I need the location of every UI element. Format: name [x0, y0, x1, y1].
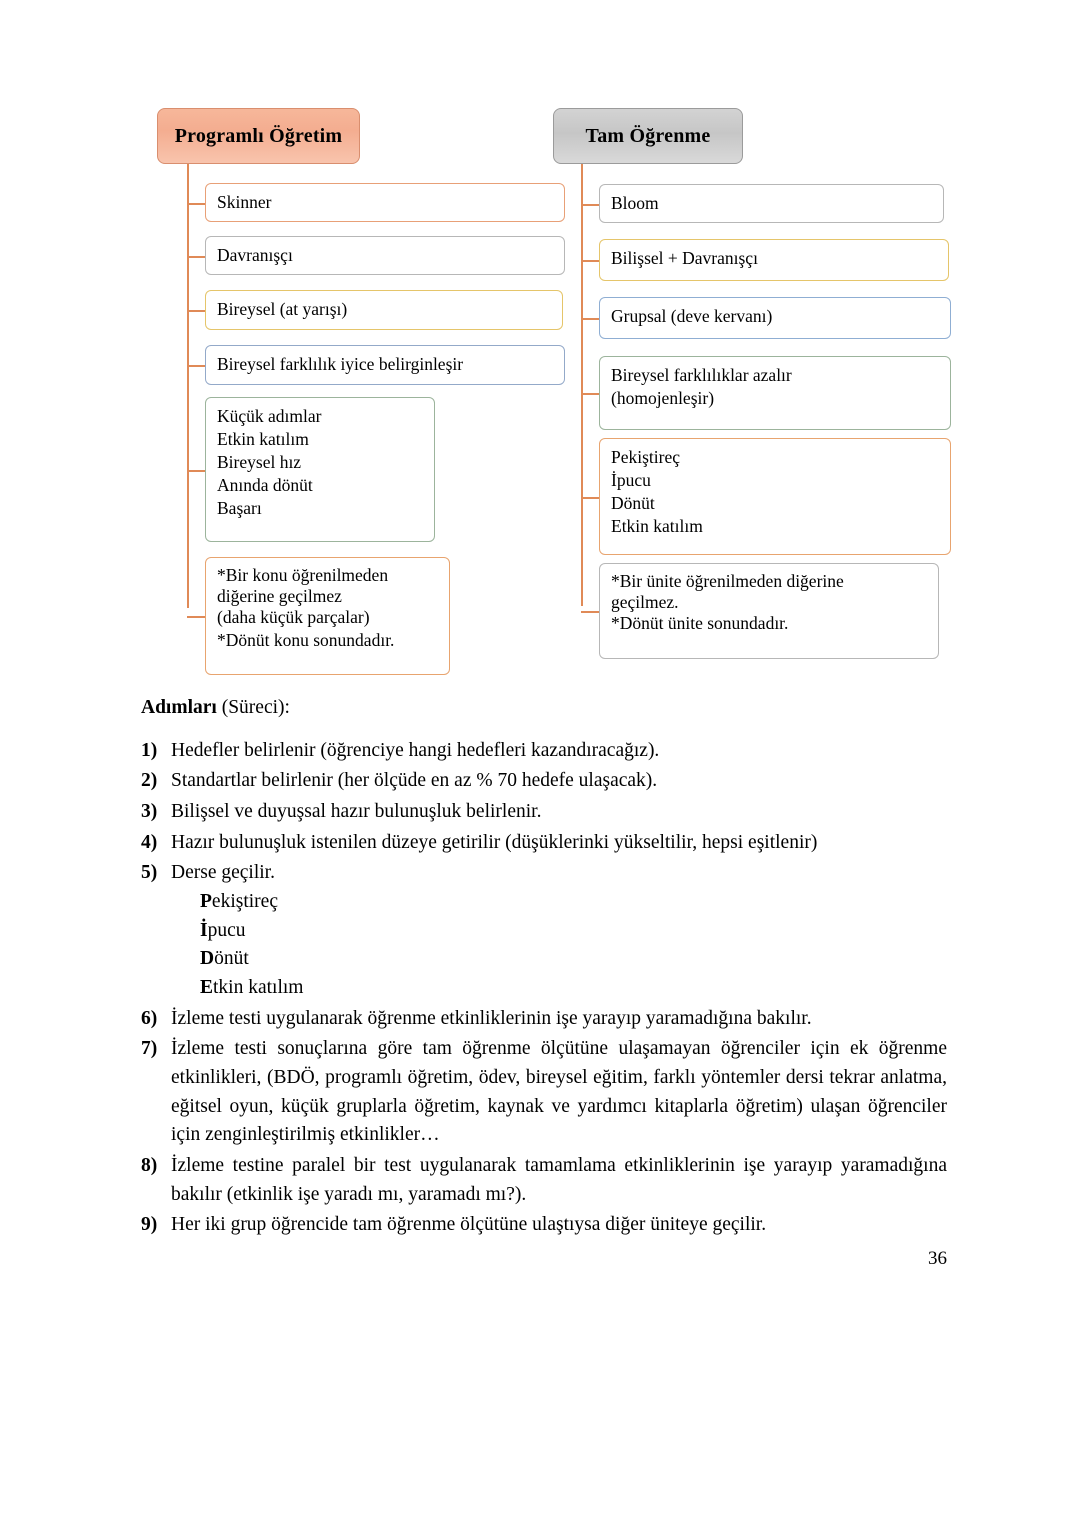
step-number: 7): [141, 1038, 158, 1060]
step-item: [141, 798, 947, 827]
connector-stub: [581, 260, 599, 262]
connector-stub: [187, 470, 205, 472]
diagram-node-bireysel-azalir: [599, 356, 951, 430]
diagram-header-programli-ogretim: Programlı Öğretim: [157, 108, 360, 164]
diagram-node-line: Pekiştireç: [611, 447, 681, 467]
diagram-node-line: Küçük adımlar: [217, 406, 322, 426]
step5-sublist-item: [200, 945, 947, 974]
diagram-node-line: İpucu: [611, 470, 651, 491]
connector-trunk-left: [187, 164, 189, 608]
sublist-initial: İ: [200, 919, 208, 941]
step-text-wrapper: [171, 1211, 947, 1240]
step-text: İzleme testi uygulanarak öğrenme etkinliklerinin işe yarayıp yaramadığına bakılır.: [171, 1007, 812, 1029]
diagram-node-line: Etkin katılım: [217, 429, 309, 450]
comparison-diagram: [0, 0, 1080, 690]
connector-stub: [581, 611, 599, 613]
step-text-wrapper: [171, 859, 947, 1002]
connector-stub: [187, 310, 205, 312]
step-text: İzleme testine paralel bir test uygulanarak tamamlama etkinliklerinin işe yarayıp yaramadığına bakılır (etkinlik işe yaradı mı, yaramadı mı?).: [171, 1154, 947, 1205]
step-item: [141, 829, 947, 858]
step5-sublist-item: [200, 888, 947, 917]
step-number: 4): [141, 831, 158, 853]
diagram-node-bilissel-davranisci: [599, 239, 949, 281]
sublist-rest: pucu: [207, 919, 246, 941]
body-text: [141, 694, 947, 1242]
step-text-wrapper: [171, 1035, 947, 1150]
connector-stub: [187, 616, 205, 618]
diagram-node-line: Skinner: [217, 192, 272, 212]
diagram-node-line: *Dönüt konu sonundadır.: [217, 630, 395, 651]
connector-stub: [187, 365, 205, 367]
diagram-node-pekistirec: [599, 438, 951, 555]
steps-list: [141, 737, 947, 1240]
connector-stub: [581, 204, 599, 206]
section-heading: [141, 694, 947, 723]
step-text: Her iki grup öğrencide tam öğrenme ölçütüne ulaştıysa diğer üniteye geçilir.: [171, 1214, 767, 1236]
step-number: 8): [141, 1154, 158, 1176]
step-text-wrapper: [171, 767, 947, 796]
step-text-wrapper: [171, 829, 947, 858]
section-heading-rest: (Süreci):: [216, 697, 290, 718]
step-text: Hazır bulunuşluk istenilen düzeye getirilir (düşüklerinki yükseltilir, hepsi eşitlenir): [171, 831, 818, 853]
diagram-node-line: *Bir ünite öğrenilmeden diğerine: [611, 571, 844, 591]
diagram-node-line: Bireysel farklılık iyice belirginleşir: [217, 354, 464, 374]
diagram-node-line: Davranışçı: [217, 245, 293, 265]
step-item: [141, 859, 947, 1002]
connector-stub: [581, 393, 599, 395]
diagram-node-line: *Bir konu öğrenilmeden: [217, 565, 389, 585]
diagram-node-davranisci: [205, 236, 565, 275]
step-number: 6): [141, 1007, 158, 1029]
diagram-node-line: (homojenleşir): [611, 388, 715, 409]
step-number: 2): [141, 770, 158, 792]
step-item: [141, 1152, 947, 1209]
step-number: 3): [141, 800, 158, 822]
diagram-node-line: Dönüt: [611, 493, 655, 514]
step-text: Derse geçilir.: [171, 862, 275, 884]
connector-trunk-right: [581, 164, 583, 606]
diagram-node-line: Bireysel (at yarışı): [217, 299, 348, 319]
diagram-node-skinner: [205, 183, 565, 222]
step-text: Standartlar belirlenir (her ölçüde en az % 70 hedefe ulaşacak).: [171, 770, 658, 792]
step-text-wrapper: [171, 1005, 947, 1034]
diagram-node-bireysel-fark: [205, 345, 565, 385]
step-number: 5): [141, 862, 158, 884]
step-text: İzleme testi sonuçlarına göre tam öğrenme ölçütüne ulaşamayan öğrenciler için ek öğrenme etkinlikleri, (BDÖ, programlı öğretim, ödev, bireysel eğitim, farklı yöntemler dersi tekrar anlatma, eğitsel oyun, küçük gruplarla öğretim, kaynak ve yardımcı kitaplarla öğretim) ulaşan öğrenciler için zenginleştirilmiş etkinlikler…: [171, 1038, 947, 1146]
diagram-node-line: Bloom: [611, 193, 659, 213]
diagram-node-line: Bireysel hız: [217, 452, 302, 473]
step-item: [141, 1211, 947, 1240]
diagram-node-line: Bireysel farklılıklar azalır: [611, 365, 792, 385]
step-number: 9): [141, 1214, 158, 1236]
step-text: Hedefler belirlenir (öğrenciye hangi hedefleri kazandıracağız).: [171, 739, 660, 761]
step-item: [141, 767, 947, 796]
connector-stub: [187, 203, 205, 205]
step-text: Bilişsel ve duyuşsal hazır bulunuşluk belirlenir.: [171, 800, 542, 822]
step-text-wrapper: [171, 1152, 947, 1209]
step-item: [141, 1035, 947, 1150]
connector-stub: [581, 497, 599, 499]
step-item: [141, 1005, 947, 1034]
diagram-node-line: diğerine geçilmez: [217, 585, 342, 606]
step5-sublist-item: [200, 917, 947, 946]
step-item: [141, 737, 947, 766]
diagram-node-bir-konu: [205, 557, 450, 675]
step5-sublist-item: [200, 974, 947, 1003]
diagram-node-grupsal: [599, 297, 951, 339]
step-number: 1): [141, 739, 158, 761]
diagram-node-bloom: [599, 184, 944, 223]
diagram-node-line: Bilişsel + Davranışçı: [611, 248, 758, 268]
step-text-wrapper: [171, 798, 947, 827]
diagram-node-line: (daha küçük parçalar): [217, 607, 370, 628]
section-heading-bold: Adımları: [141, 697, 217, 718]
connector-stub: [187, 256, 205, 258]
sublist-rest: ekiştireç: [211, 890, 278, 912]
connector-stub: [581, 318, 599, 320]
diagram-node-line: Grupsal (deve kervanı): [611, 306, 773, 326]
diagram-node-line: Başarı: [217, 498, 262, 519]
sublist-initial: E: [200, 976, 214, 998]
step5-sublist: [200, 888, 947, 1003]
page-number: 36: [928, 1248, 947, 1269]
diagram-node-kucuk-adimlar: [205, 397, 435, 542]
diagram-node-line: Etkin katılım: [611, 516, 703, 537]
sublist-initial: P: [200, 890, 212, 912]
diagram-node-bir-unite: [599, 563, 939, 659]
diagram-node-line: Anında dönüt: [217, 475, 313, 496]
diagram-header-tam-ogrenme: Tam Öğrenme: [553, 108, 743, 164]
step-text-wrapper: [171, 737, 947, 766]
sublist-initial: D: [200, 948, 215, 970]
diagram-node-line: geçilmez.: [611, 591, 679, 612]
diagram-node-bireysel-at: [205, 290, 563, 330]
sublist-rest: önüt: [214, 948, 249, 970]
sublist-rest: tkin katılım: [213, 976, 304, 998]
diagram-node-line: *Dönüt ünite sonundadır.: [611, 613, 789, 634]
